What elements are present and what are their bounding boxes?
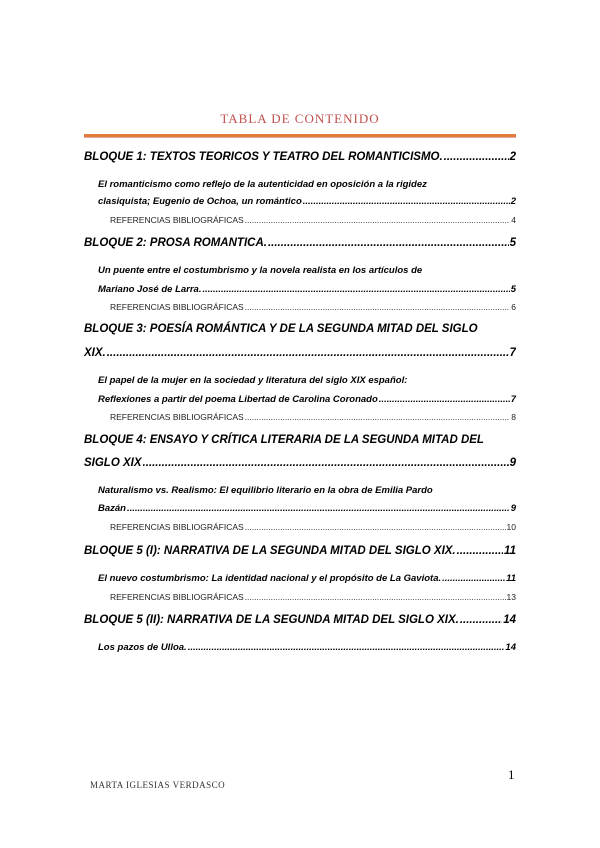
toc-page-number: 5 bbox=[510, 284, 516, 295]
toc-page-number: 9 bbox=[510, 503, 516, 514]
toc-entry-text: Bazán bbox=[98, 503, 126, 514]
toc-subentry-line[interactable]: El romanticismo como reflejo de la autenticidad en oposición a la rigidez bbox=[98, 179, 427, 190]
dot-leader bbox=[460, 614, 502, 626]
toc-entry-bloque-5-i[interactable] bbox=[84, 545, 516, 557]
toc-entry-line[interactable]: BLOQUE 4: ENSAYO Y CRÍTICA LITERARIA DE LA SEGUNDA MITAD DEL bbox=[84, 434, 484, 446]
toc-page-number: 5 bbox=[509, 237, 516, 249]
toc-page-number: 11 bbox=[504, 545, 516, 557]
toc-page-number: 14 bbox=[503, 614, 516, 626]
heading-underline-shadow bbox=[84, 137, 516, 138]
toc-page-number: 11 bbox=[506, 573, 516, 584]
toc-entry-line[interactable]: BLOQUE 3: POESÍA ROMÁNTICA Y DE LA SEGUNDA MITAD DEL SIGLO bbox=[84, 323, 478, 335]
dot-leader bbox=[188, 642, 505, 653]
toc-entry-text: REFERENCIAS BIBLIOGRÁFICAS bbox=[110, 592, 244, 602]
toc-subentry-line[interactable]: Naturalismo vs. Realismo: El equilibrio literario en la obra de Emilia Pardo bbox=[98, 485, 433, 496]
dot-leader bbox=[202, 284, 509, 295]
toc-page-number: 2 bbox=[510, 196, 516, 207]
toc-entry-text: SIGLO XIX bbox=[84, 457, 142, 469]
toc-references-bloque-5-i[interactable] bbox=[110, 592, 516, 602]
toc-entry-bloque-5-ii[interactable] bbox=[84, 614, 516, 626]
toc-entry-text: BLOQUE 5 (I): NARRATIVA DE LA SEGUNDA MITAD DEL SIGLO XIX. bbox=[84, 545, 456, 557]
toc-entry-bloque-4[interactable] bbox=[84, 457, 516, 469]
toc-subentry-bloque-1[interactable] bbox=[98, 196, 516, 207]
dot-leader bbox=[442, 573, 505, 584]
toc-references-bloque-1[interactable] bbox=[110, 215, 516, 225]
toc-entry-text: REFERENCIAS BIBLIOGRÁFICAS bbox=[110, 522, 244, 532]
dot-leader bbox=[245, 302, 511, 312]
toc-entry-text: BLOQUE 5 (II): NARRATIVA DE LA SEGUNDA MITAD DEL SIGLO XIX. bbox=[84, 614, 459, 626]
dot-leader bbox=[107, 347, 509, 359]
toc-entry-text: REFERENCIAS BIBLIOGRÁFICAS bbox=[110, 412, 244, 422]
toc-entry-bloque-2[interactable] bbox=[84, 237, 516, 249]
toc-subentry-line[interactable]: El papel de la mujer en la sociedad y literatura del siglo XIX español: bbox=[98, 375, 408, 386]
toc-entry-text: Mariano José de Larra. bbox=[98, 284, 202, 295]
toc-page-number: 9 bbox=[509, 457, 516, 469]
page-title: TABLA DE CONTENIDO bbox=[220, 111, 380, 126]
dot-leader bbox=[245, 215, 511, 225]
dot-leader bbox=[268, 237, 509, 249]
toc-subentry-bloque-5-ii[interactable] bbox=[98, 642, 516, 653]
footer-author: MARTA IGLESIAS VERDASCO bbox=[90, 780, 226, 790]
toc-references-bloque-4[interactable] bbox=[110, 522, 516, 532]
toc-entry-text: REFERENCIAS BIBLIOGRÁFICAS bbox=[110, 302, 244, 312]
dot-leader bbox=[457, 545, 503, 557]
toc-entry-text: Los pazos de Ulloa. bbox=[98, 642, 187, 653]
toc-entry-bloque-3[interactable] bbox=[84, 347, 516, 359]
toc-page-number: 6 bbox=[511, 302, 516, 312]
dot-leader bbox=[245, 592, 506, 602]
toc-page-number: 10 bbox=[506, 522, 516, 532]
toc-entry-text: BLOQUE 1: TEXTOS TEÓRICOS Y TEATRO DEL ROMANTICISMO. bbox=[84, 151, 443, 163]
toc-subentry-bloque-3[interactable] bbox=[98, 394, 516, 405]
dot-leader bbox=[245, 522, 506, 532]
toc-references-bloque-3[interactable] bbox=[110, 412, 516, 422]
toc-entry-text: Reflexiones a partir del poema Libertad de Carolina Coronado bbox=[98, 394, 378, 405]
toc-page-number: 13 bbox=[506, 592, 516, 602]
dot-leader bbox=[127, 503, 510, 514]
dot-leader bbox=[379, 394, 510, 405]
toc-references-bloque-2[interactable] bbox=[110, 302, 516, 312]
toc-page-number: 7 bbox=[510, 394, 516, 405]
toc-page-number: 7 bbox=[509, 347, 516, 359]
page-number: 1 bbox=[508, 767, 515, 782]
toc-subentry-bloque-4[interactable] bbox=[98, 503, 516, 514]
toc-entry-text: El nuevo costumbrismo: La identidad nacional y el propósito de La Gaviota. bbox=[98, 573, 442, 584]
toc-page-number: 14 bbox=[505, 642, 516, 653]
toc-subentry-line[interactable]: Un puente entre el costumbrismo y la novela realista en los artículos de bbox=[98, 265, 423, 276]
toc-entry-text: XIX. bbox=[84, 347, 106, 359]
dot-leader bbox=[444, 151, 509, 163]
toc-entry-bloque-1[interactable] bbox=[84, 151, 516, 163]
toc-page-number: 8 bbox=[511, 412, 516, 422]
dot-leader bbox=[303, 196, 510, 207]
toc-subentry-bloque-5-i[interactable] bbox=[98, 573, 516, 584]
toc-subentry-bloque-2[interactable] bbox=[98, 284, 516, 295]
toc-entry-text: REFERENCIAS BIBLIOGRÁFICAS bbox=[110, 215, 244, 225]
dot-leader bbox=[245, 412, 511, 422]
toc-entry-text: BLOQUE 2: PROSA ROMÁNTICA. bbox=[84, 237, 267, 249]
toc-entry-text: clasiquista; Eugenio de Ochoa, un romántico bbox=[98, 196, 302, 207]
dot-leader bbox=[143, 457, 509, 469]
toc-page-number: 4 bbox=[511, 215, 516, 225]
toc-page-number: 2 bbox=[509, 151, 516, 163]
